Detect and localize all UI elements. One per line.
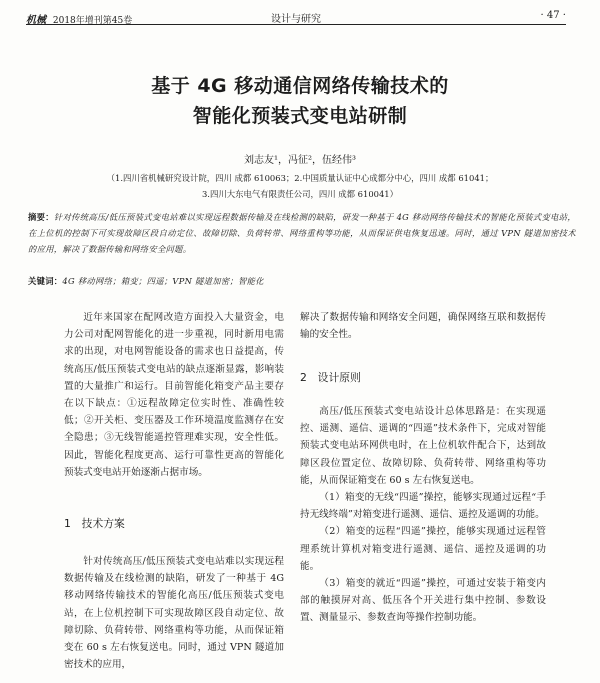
keywords	[28, 273, 576, 289]
principle-item-2: （2）箱变的远程“四遥”操控，能够实现通过远程管理系统计算机对箱变进行遥测、遥信、遥控及遥调的功能。	[300, 526, 546, 572]
keywords-label: 关键词：	[28, 276, 63, 286]
section-1-paragraph: 针对传统高压/低压预装式变电站难以实现远程数据传输及在线检测的缺陷，研发了一种基于 4G 移动网络传输技术的智能化高压/低压预装式变电站，在上位机控制下可实现故障区段自动定位、故障切除、负荷转带、网络重构等功能，从而保证箱变在 60 s 左右恢复送电。同时，通过 VPN 隧道加密技术的应用，	[64, 556, 284, 671]
author-list: 刘志友¹，冯征²，伍经伟³	[243, 155, 357, 166]
continued-paragraph: 解决了数据传输和网络安全问题，确保网络互联和数据传输的安全性。	[300, 312, 546, 341]
principle-item-1: （1）箱变的无线“四遥”操控，能够实现通过远程“手持无线终端”对箱变进行遥测、遥信、遥控及遥调的功能。	[300, 492, 546, 521]
journal-issue: 2018年增刊第45卷	[52, 16, 133, 26]
running-header	[26, 6, 566, 26]
section-2-body	[300, 403, 546, 627]
abstract	[28, 209, 576, 273]
paper-title-line-1: 基于 4G 移动通信网络传输技术的	[151, 75, 449, 97]
design-principle-paragraph: 高压/低压预装式变电站设计总体思路是：在实现遥控、遥测、遥信、遥调的“四遥”技术条件下，完成对智能预装式变电站环网供电时，在上位机软件配合下，达到故障区段位置定位、故障切除、负荷转带、网络重构等功能，从而保证箱变在 60 s 左右恢复送电。	[300, 406, 546, 486]
abstract-label: 摘要：	[28, 212, 54, 222]
section-2-heading: 2 设计原则	[300, 371, 361, 384]
section-name: 设计与研究	[271, 14, 321, 25]
principle-item-3: （3）箱变的就近“四遥”操控，可通过安装于箱变内部的触摸屏对高、低压各个开关进行集中控制、参数设置、测量显示、参数查询等操作控制功能。	[300, 578, 546, 624]
affiliation-line-2: 3.四川大东电气有限责任公司，四川 成都 610041）	[201, 189, 399, 199]
keywords-text: 4G 移动网络；箱变；四遥；VPN 隧道加密；智能化	[62, 276, 264, 286]
affiliation-line-1: （1.四川省机械研究设计院，四川 成都 610063；2.中国质量认证中心成都分中心，四川 成都 61041；	[106, 173, 494, 183]
page-number: · 47 ·	[540, 10, 566, 21]
paper-title-line-2: 智能化预装式变电站研制	[192, 105, 408, 127]
header-rule	[26, 24, 566, 25]
intro-paragraph: 近年来国家在配网改造方面投入大量资金，电力公司对配网智能化的进一步重视，同时新用电需求的出现，对电网智能设备的需求也日益提高，传统高压/低压预装式变电站的缺点逐渐显露，影响装置的大量推广和运行。目前智能化箱变产品主要存在以下缺点：①远程故障定位实时性、准确性较低；②开关柜、变压器及工作环境温度监测存在安全隐患；③无线智能遥控管理难实现，安全性低。因此，智能化程度更高、运行可靠性更高的智能化预装式变电站开始逐渐占据市场。	[64, 312, 284, 478]
section-1-heading: 1 技术方案	[64, 517, 125, 530]
journal-name: 机械	[26, 15, 46, 26]
abstract-text: 针对传统高压/低压预装式变电站难以实现远程数据传输及在线检测的缺陷，研发一种基于 4G 移动网络传输技术的智能化预装式变电站，在上位机的控制下可实现故障区段自动定位、故障切除、负荷转带、网络重构等功能，从而保证供电恢复迅速。同时，通过 VPN 隧道加密技术的应用，解决了数据传输和网络安全问题。	[28, 212, 576, 254]
